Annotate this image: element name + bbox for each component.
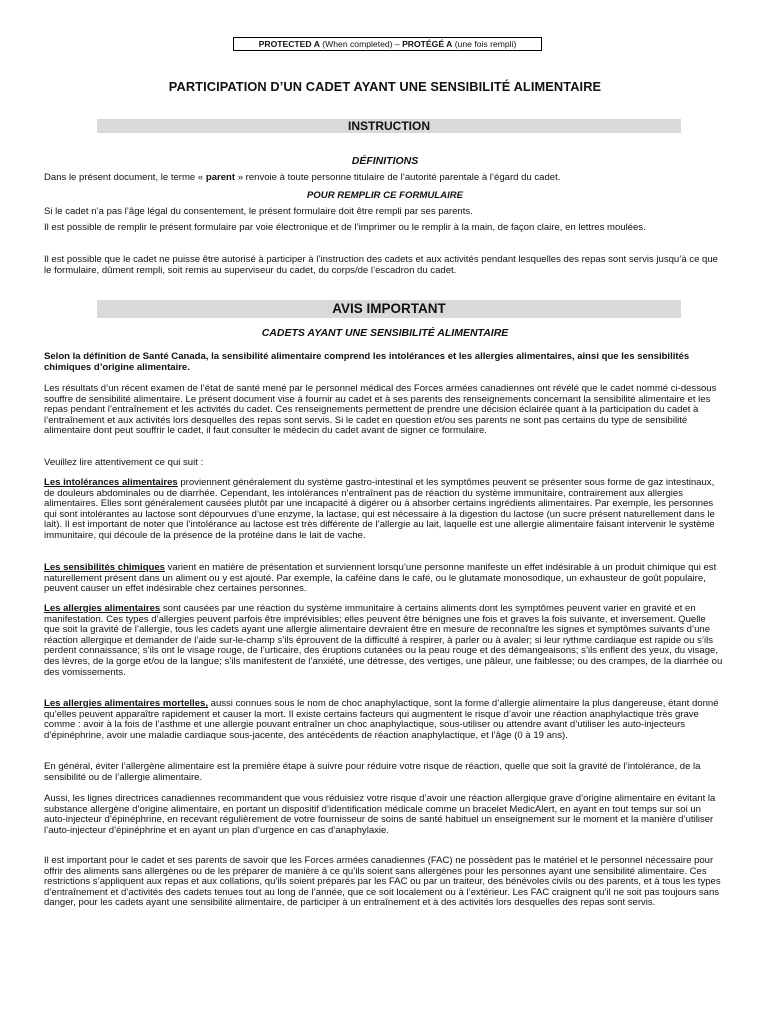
lignes-directrices-paragraph: Aussi, les lignes directrices canadiennes recommandent que vous réduisiez votre risque d’avoir une réaction allergique grave d’origine alimentaire en évitant la substance allergène d’origine alimentaire, en portant un dispositif d’identification médicale comme un bracelet MedicAlert, en ayant en tout temps sur soi un auto-injecteur d’épinéphrine, en recevant régulièrement de votre fournisseur de soins de santé habituel un enseignement sur le moment et la manière d’utiliser l’auto-injecteur d’épinéphrine et en ayant un plan d’urgence en cas d’anaphylaxie. xyxy=(44,793,716,836)
une-fois-label: (une fois rempli) xyxy=(452,39,517,49)
instruction-paragraph-3: Il est possible que le cadet ne puisse être autorisé à participer à l’instruction des cadets et aux activités pendant lesquelles des repas sont servis jusqu’à ce que le formulaire, dûment rempli, soit remis au superviseur du cadet, du corps/de l’escadron du cadet. xyxy=(44,254,718,276)
veuillez-lire-paragraph: Veuillez lire attentivement ce qui suit : xyxy=(44,457,204,468)
instruction-paragraph-2: Il est possible de remplir le présent formulaire par voie électronique et de l’imprimer ou le remplir à la main, de façon claire, en lettres moulées. xyxy=(44,222,646,233)
definition-term: parent xyxy=(205,172,236,183)
sante-canada-intro: Selon la définition de Santé Canada, la sensibilité alimentaire comprend les intolérances et les allergies alimentaires, ainsi que les sensibilités chimiques d’origine alimentaire. xyxy=(44,351,690,373)
protection-header xyxy=(233,37,542,51)
resultats-paragraph: Les résultats d’un récent examen de l’état de santé mené par le personnel médical des Forces armées canadiennes ont révélé que le cadet nommé ci-dessous souffre de sensibilité alimentaire. Le présent document vise à fournir au cadet et à ses parents des renseignements concernant la sensibilité alimentaire et les repas pendant l’entraînement et les activités du cadet. Ces renseignements permettent de prendre une décision éclairée quant à la participation du cadet à l’entraînement et aux activités lors desquelles des repas sont servis. Si le cadet en question et/ou ses parents ne sont pas certains du type de sensibilité alimentaire dont peut souffrir le cadet, il faut consulter le médecin du cadet avant de signer ce formulaire. xyxy=(44,383,717,437)
cadets-sensibilite-heading: CADETS AYANT UNE SENSIBILITÉ ALIMENTAIRE xyxy=(261,327,509,339)
allergies-mortelles-term: Les allergies alimentaires mortelles, xyxy=(44,698,208,709)
allergies-paragraph xyxy=(44,604,724,678)
definitions-heading: DÉFINITIONS xyxy=(351,155,419,167)
instruction-section-bar: INSTRUCTION xyxy=(97,119,681,133)
when-completed-label: (When completed) – xyxy=(319,39,403,49)
definition-post-text: » renvoie à toute personne titulaire de l’autorité parentale à l’égard du cadet. xyxy=(235,172,561,183)
avis-important-bar: AVIS IMPORTANT xyxy=(97,300,681,318)
en-general-paragraph: En général, éviter l’allergène alimentaire est la première étape à suivre pour réduire votre risque de réaction, quelle que soit la gravité de l’intolérance, de la sensibilité ou de l’allergie alimentaire. xyxy=(44,761,701,783)
sensibilites-chimiques-text: varient en matière de présentation et surviennent lorsqu’une personne manifeste un effet indésirable à un produit chimique qui est naturellement présent dans un aliment ou y est ajouté. Par exemple, la caféine dans le café, ou le glutamate monosodique, un exhausteur de goût populaire, peuvent causer un effet indésirable chez certaines personnes. xyxy=(44,562,717,595)
allergies-term: Les allergies alimentaires xyxy=(44,603,161,614)
allergies-mortelles-text: aussi connues sous le nom de choc anaphylactique, sont la forme d’allergie alimentaire la plus dangereuse, étant donné qu’elles peuvent apparaître rapidement et causer la mort. Il existe certains facteurs qui augmentent le risque d’avoir une réaction anaphylactique très grave comme : avoir à la fois de l’asthme et une allergie pouvant entraîner un choc anaphylactique, sous-utiliser ou attendre avant d’utiliser les auto-injecteurs d’épinéphrine, avoir une maladie cardiaque sous-jacente, des antécédents de réaction anaphylactique, et l’âge (0 à 19 ans). xyxy=(44,698,719,741)
fac-restrictions-paragraph: Il est important pour le cadet et ses parents de savoir que les Forces armées canadiennes (FAC) ne possèdent pas le matériel et le personnel nécessaire pour offrir des aliments sans allergènes ou de les préparer de manière à ce qu’ils soient sans allergènes pour les personnes ayant une sensibilité alimentaire. Ces restrictions s’appliquent aux repas et aux collations, qu’ils soient préparés par les FAC ou par un traiteur, des bénévoles civils ou des parents, et à tous les types d’entraînement et d’activités des cadets tenues tout au long de l’année, que ce soit localement ou à l’extérieur. Les FAC craignent qu’il ne soit pas toujours sans danger, pour les cadets ayant une sensibilité alimentaire, de participer à un entraînement et à des activités lors desquelles des repas sont servis. xyxy=(44,855,721,909)
pour-remplir-heading: POUR REMPLIR CE FORMULAIRE xyxy=(306,190,464,201)
sensibilites-chimiques-paragraph xyxy=(44,563,724,595)
intolerances-term: Les intolérances alimentaires xyxy=(44,477,178,488)
allergies-mortelles-paragraph xyxy=(44,699,724,741)
intolerances-paragraph xyxy=(44,478,724,542)
protected-a-label: PROTECTED A xyxy=(258,39,320,49)
instruction-paragraph-1: Si le cadet n’a pas l’âge légal du consentement, le présent formulaire doit être rempli par ses parents. xyxy=(44,206,473,217)
allergies-text: sont causées par une réaction du système immunitaire à certains aliments dont les symptômes peuvent varier en gravité et en manifestation. Ces types d’allergies peuvent parfois être imprévisibles; elles peuvent être bénignes une fois et graves la fois suivante, et inversement. Quelle que soit la gravité de l’allergie, tous les cadets ayant une allergie alimentaire devraient être en mesure de reconnaître les signes et symptômes suivants d’une réaction allergique et demander de l’aide sur-le-champ s’ils éprouvent de la difficulté à respirer, à parler ou à avaler; si leur rythme cardiaque est rapide ou s’ils perdent connaissance; s’ils ont le visage rouge, de l’urticaire, des éruptions cutanées ou la peau rouge et des démangeaisons; s’ils enflent des yeux, du visage, des lèvres, de la gorge et/ou de la langue; s’ils manifestent de l’anxiété, une détresse, des vertiges, une pâleur, une faiblesse; ou des crampes, de la diarrhée ou des vomissements. xyxy=(44,603,723,678)
intolerances-text: proviennent généralement du système gastro-intestinal et les symptômes peuvent se présenter sous forme de gaz intestinaux, de douleurs abdominales ou de diarrhée. Cependant, les intolérances n’entraînent pas de réaction du système immunitaire, contrairement aux allergies alimentaires. Elles sont généralement causées plutôt par une incapacité à digérer ou à absorber certains ingrédients alimentaires. Par exemple, les personnes qui sont intolérantes au lactose sont dépourvues d’une enzyme, la lactase, qui est nécessaire à la digestion du lactose (un sucre présent naturellement dans le lait). Il est important de noter que l’intolérance au lactose est très différente de l’allergie au lait, laquelle est une allergie alimentaire faisant intervenir le système immunitaire, qui découle de la présence de la protéine dans le lait de vache. xyxy=(44,477,715,541)
sensibilites-chimiques-term: Les sensibilités chimiques xyxy=(44,562,165,573)
definition-paragraph xyxy=(44,173,724,184)
page-title: PARTICIPATION D’UN CADET AYANT UNE SENSIBILITÉ ALIMENTAIRE xyxy=(168,79,602,94)
definition-pre-text: Dans le présent document, le terme « xyxy=(44,172,206,183)
protege-a-label: PROTÉGÉ A xyxy=(402,39,453,49)
